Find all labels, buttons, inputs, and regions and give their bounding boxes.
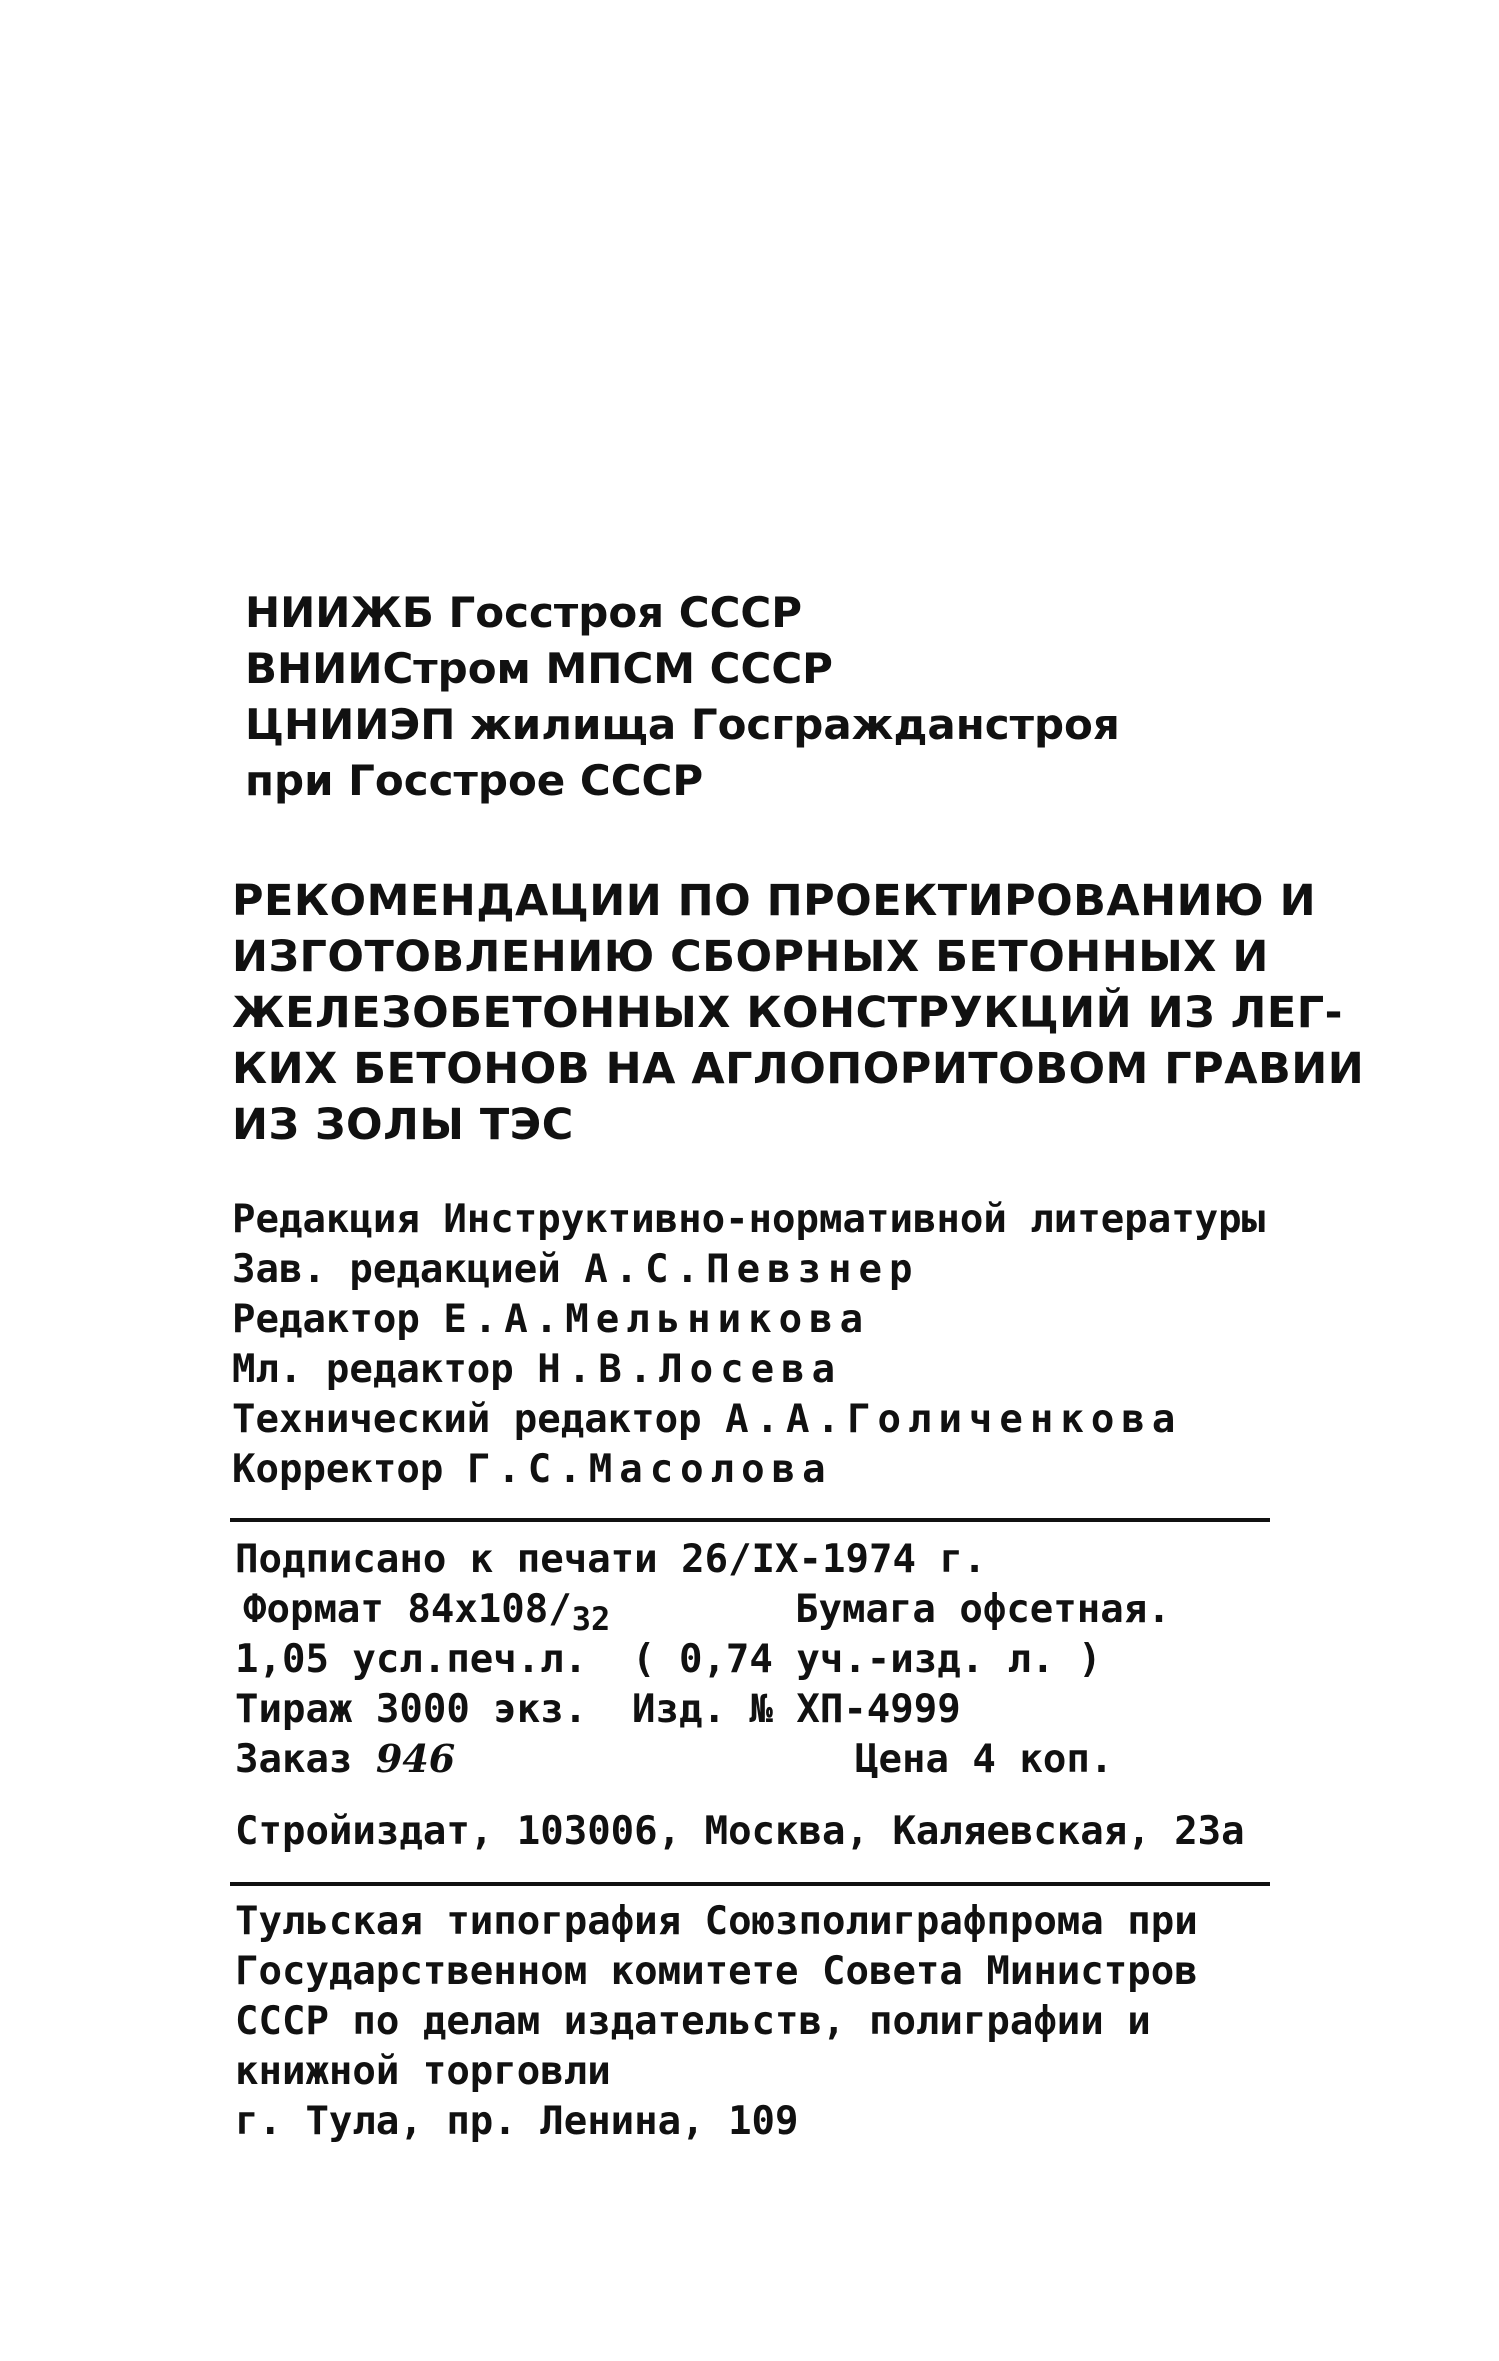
title-line-5: ИЗ ЗОЛЫ ТЭС bbox=[232, 1100, 574, 1150]
circulation: Тираж 3000 экз. bbox=[235, 1687, 588, 1732]
corrector bbox=[232, 1447, 833, 1492]
order-number: 946 bbox=[375, 1736, 456, 1781]
publisher-address: Стройиздат, 103006, Москва, Каляевская, 23а bbox=[235, 1809, 1245, 1854]
head-name: А.С.Певзнер bbox=[584, 1247, 920, 1292]
editorial-department: Редакция Инструктивно-нормативной литературы bbox=[232, 1197, 1266, 1242]
printer-line-4: книжной торговли bbox=[235, 2049, 611, 2094]
divider-top bbox=[230, 1518, 1270, 1522]
paper-type: Бумага офсетная. bbox=[795, 1587, 1171, 1632]
editor bbox=[232, 1297, 871, 1342]
junior-editor bbox=[232, 1347, 843, 1392]
corrector-name: Г.С.Масолова bbox=[466, 1447, 833, 1492]
head-of-editorial bbox=[232, 1247, 920, 1292]
format bbox=[243, 1587, 611, 1638]
junior-editor-label: Мл. редактор bbox=[232, 1347, 514, 1392]
print-sheets: 1,05 усл.печ.л. bbox=[235, 1637, 588, 1682]
signed-to-print: Подписано к печати 26/IX-1974 г. bbox=[235, 1537, 987, 1582]
printer-line-1: Тульская типография Союзполиграфпрома при bbox=[235, 1899, 1198, 1944]
title-line-4: КИХ БЕТОНОВ НА АГЛОПОРИТОВОМ ГРАВИИ bbox=[232, 1044, 1365, 1094]
printer-address: г. Тула, пр. Ленина, 109 bbox=[235, 2099, 799, 2144]
institution-line-4: при Госстрое СССР bbox=[245, 756, 704, 805]
editor-label: Редактор bbox=[232, 1297, 420, 1342]
corrector-label: Корректор bbox=[232, 1447, 444, 1492]
tech-editor-label: Технический редактор bbox=[232, 1397, 702, 1442]
divider-bottom bbox=[230, 1882, 1270, 1886]
printer-line-3: СССР по делам издательств, полиграфии и bbox=[235, 1999, 1151, 2044]
edition-number: Изд. № ХП-4999 bbox=[632, 1687, 961, 1732]
title-line-3: ЖЕЛЕЗОБЕТОННЫХ КОНСТРУКЦИЙ ИЗ ЛЕГ- bbox=[232, 988, 1343, 1038]
title-line-2: ИЗГОТОВЛЕНИЮ СБОРНЫХ БЕТОННЫХ И bbox=[232, 932, 1269, 982]
technical-editor bbox=[232, 1397, 1183, 1442]
printer-line-2: Государственном комитете Совета Министров bbox=[235, 1949, 1198, 1994]
editor-name: Е.А.Мельникова bbox=[443, 1297, 871, 1342]
publisher-sheets: ( 0,74 уч.-изд. л. ) bbox=[632, 1637, 1102, 1682]
format-label: Формат 84x108/ bbox=[243, 1587, 572, 1632]
institution-line-2: ВНИИСтром МПСМ СССР bbox=[245, 644, 833, 693]
head-label: Зав. редакцией bbox=[232, 1247, 561, 1292]
price: Цена 4 коп. bbox=[855, 1737, 1114, 1782]
institution-line-3: ЦНИИЭП жилища Госгражданстроя bbox=[245, 700, 1120, 749]
junior-editor-name: Н.В.Лосева bbox=[537, 1347, 843, 1392]
institution-line-1: НИИЖБ Госстроя СССР bbox=[245, 588, 803, 637]
format-sub: 32 bbox=[571, 1600, 611, 1638]
tech-editor-name: А.А.Голиченкова bbox=[725, 1397, 1183, 1442]
order-label: Заказ bbox=[235, 1737, 353, 1782]
title-line-1: РЕКОМЕНДАЦИИ ПО ПРОЕКТИРОВАНИЮ И bbox=[232, 876, 1317, 926]
order bbox=[235, 1736, 456, 1782]
